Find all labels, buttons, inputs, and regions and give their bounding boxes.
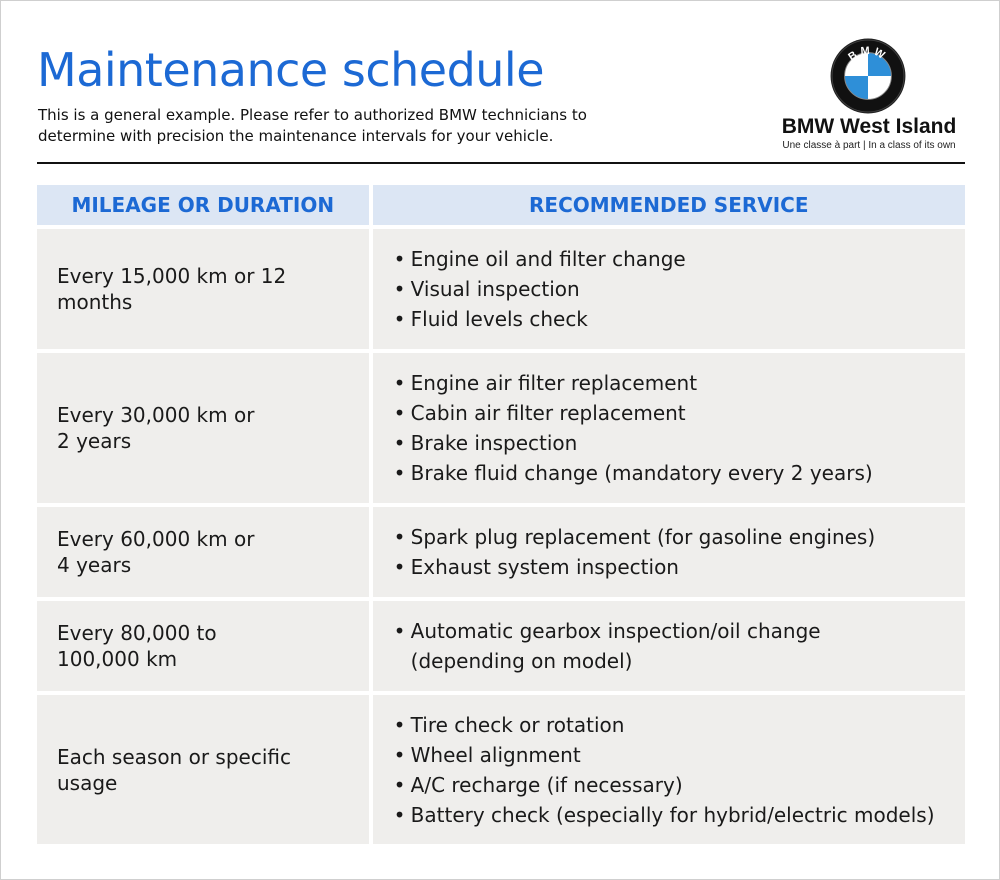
service-item: • Brake fluid change (mandatory every 2 years) <box>393 458 873 488</box>
bmw-roundel-icon <box>829 37 907 115</box>
table-row <box>37 507 965 597</box>
page-title: Maintenance schedule <box>37 43 545 97</box>
column-header-service: RECOMMENDED SERVICE <box>373 185 965 225</box>
table-header-row <box>37 185 965 225</box>
service-item: • Cabin air filter replacement <box>393 398 873 428</box>
services-list <box>393 368 873 488</box>
interval-text: Every 80,000 to 100,000 km <box>57 621 217 671</box>
service-item: • A/C recharge (if necessary) <box>393 770 935 800</box>
services-list <box>393 710 935 830</box>
service-item: • Tire check or rotation <box>393 710 935 740</box>
service-item: • Visual inspection <box>393 274 686 304</box>
maintenance-table <box>37 185 965 848</box>
services-list <box>393 244 686 334</box>
table-row <box>37 353 965 503</box>
services-list <box>393 522 876 582</box>
interval-cell <box>37 353 369 503</box>
table-row <box>37 601 965 691</box>
service-item: • Fluid levels check <box>393 304 686 334</box>
page-subtitle: This is a general example. Please refer to authorized BMW technicians to determine with precision the maintenance intervals for your vehicle. <box>38 106 587 145</box>
brand-tagline: Une classe à part | In a class of its own <box>782 140 956 151</box>
service-item: • Wheel alignment <box>393 740 935 770</box>
service-item: • Battery check (especially for hybrid/electric models) <box>393 800 935 830</box>
bmw-west-island-logo <box>771 37 971 157</box>
services-list <box>393 616 853 676</box>
interval-cell <box>37 507 369 597</box>
service-item: • Engine oil and filter change <box>393 244 686 274</box>
column-header-interval: MILEAGE OR DURATION <box>37 185 369 225</box>
service-item: • Automatic gearbox inspection/oil change (depending on model) <box>393 616 853 676</box>
interval-cell <box>37 601 369 691</box>
service-item: • Engine air filter replacement <box>393 368 873 398</box>
service-item: • Spark plug replacement (for gasoline engines) <box>393 522 876 552</box>
services-cell <box>373 229 965 349</box>
brand-name: BMW West Island <box>781 115 957 138</box>
interval-text: Every 30,000 km or 2 years <box>57 403 255 453</box>
services-cell <box>373 601 965 691</box>
table-row <box>37 695 965 844</box>
services-cell <box>373 353 965 503</box>
interval-text: Each season or specific usage <box>57 744 291 795</box>
roundel-text: BMW <box>846 44 890 64</box>
service-item: • Exhaust system inspection <box>393 552 876 582</box>
table-row <box>37 229 965 349</box>
interval-text: Every 60,000 km or 4 years <box>57 527 255 577</box>
service-item: • Brake inspection <box>393 428 873 458</box>
header-divider <box>37 162 965 164</box>
interval-cell <box>37 229 369 349</box>
interval-cell <box>37 695 369 844</box>
services-cell <box>373 507 965 597</box>
services-cell <box>373 695 965 844</box>
interval-text: Every 15,000 km or 12 months <box>57 264 287 314</box>
